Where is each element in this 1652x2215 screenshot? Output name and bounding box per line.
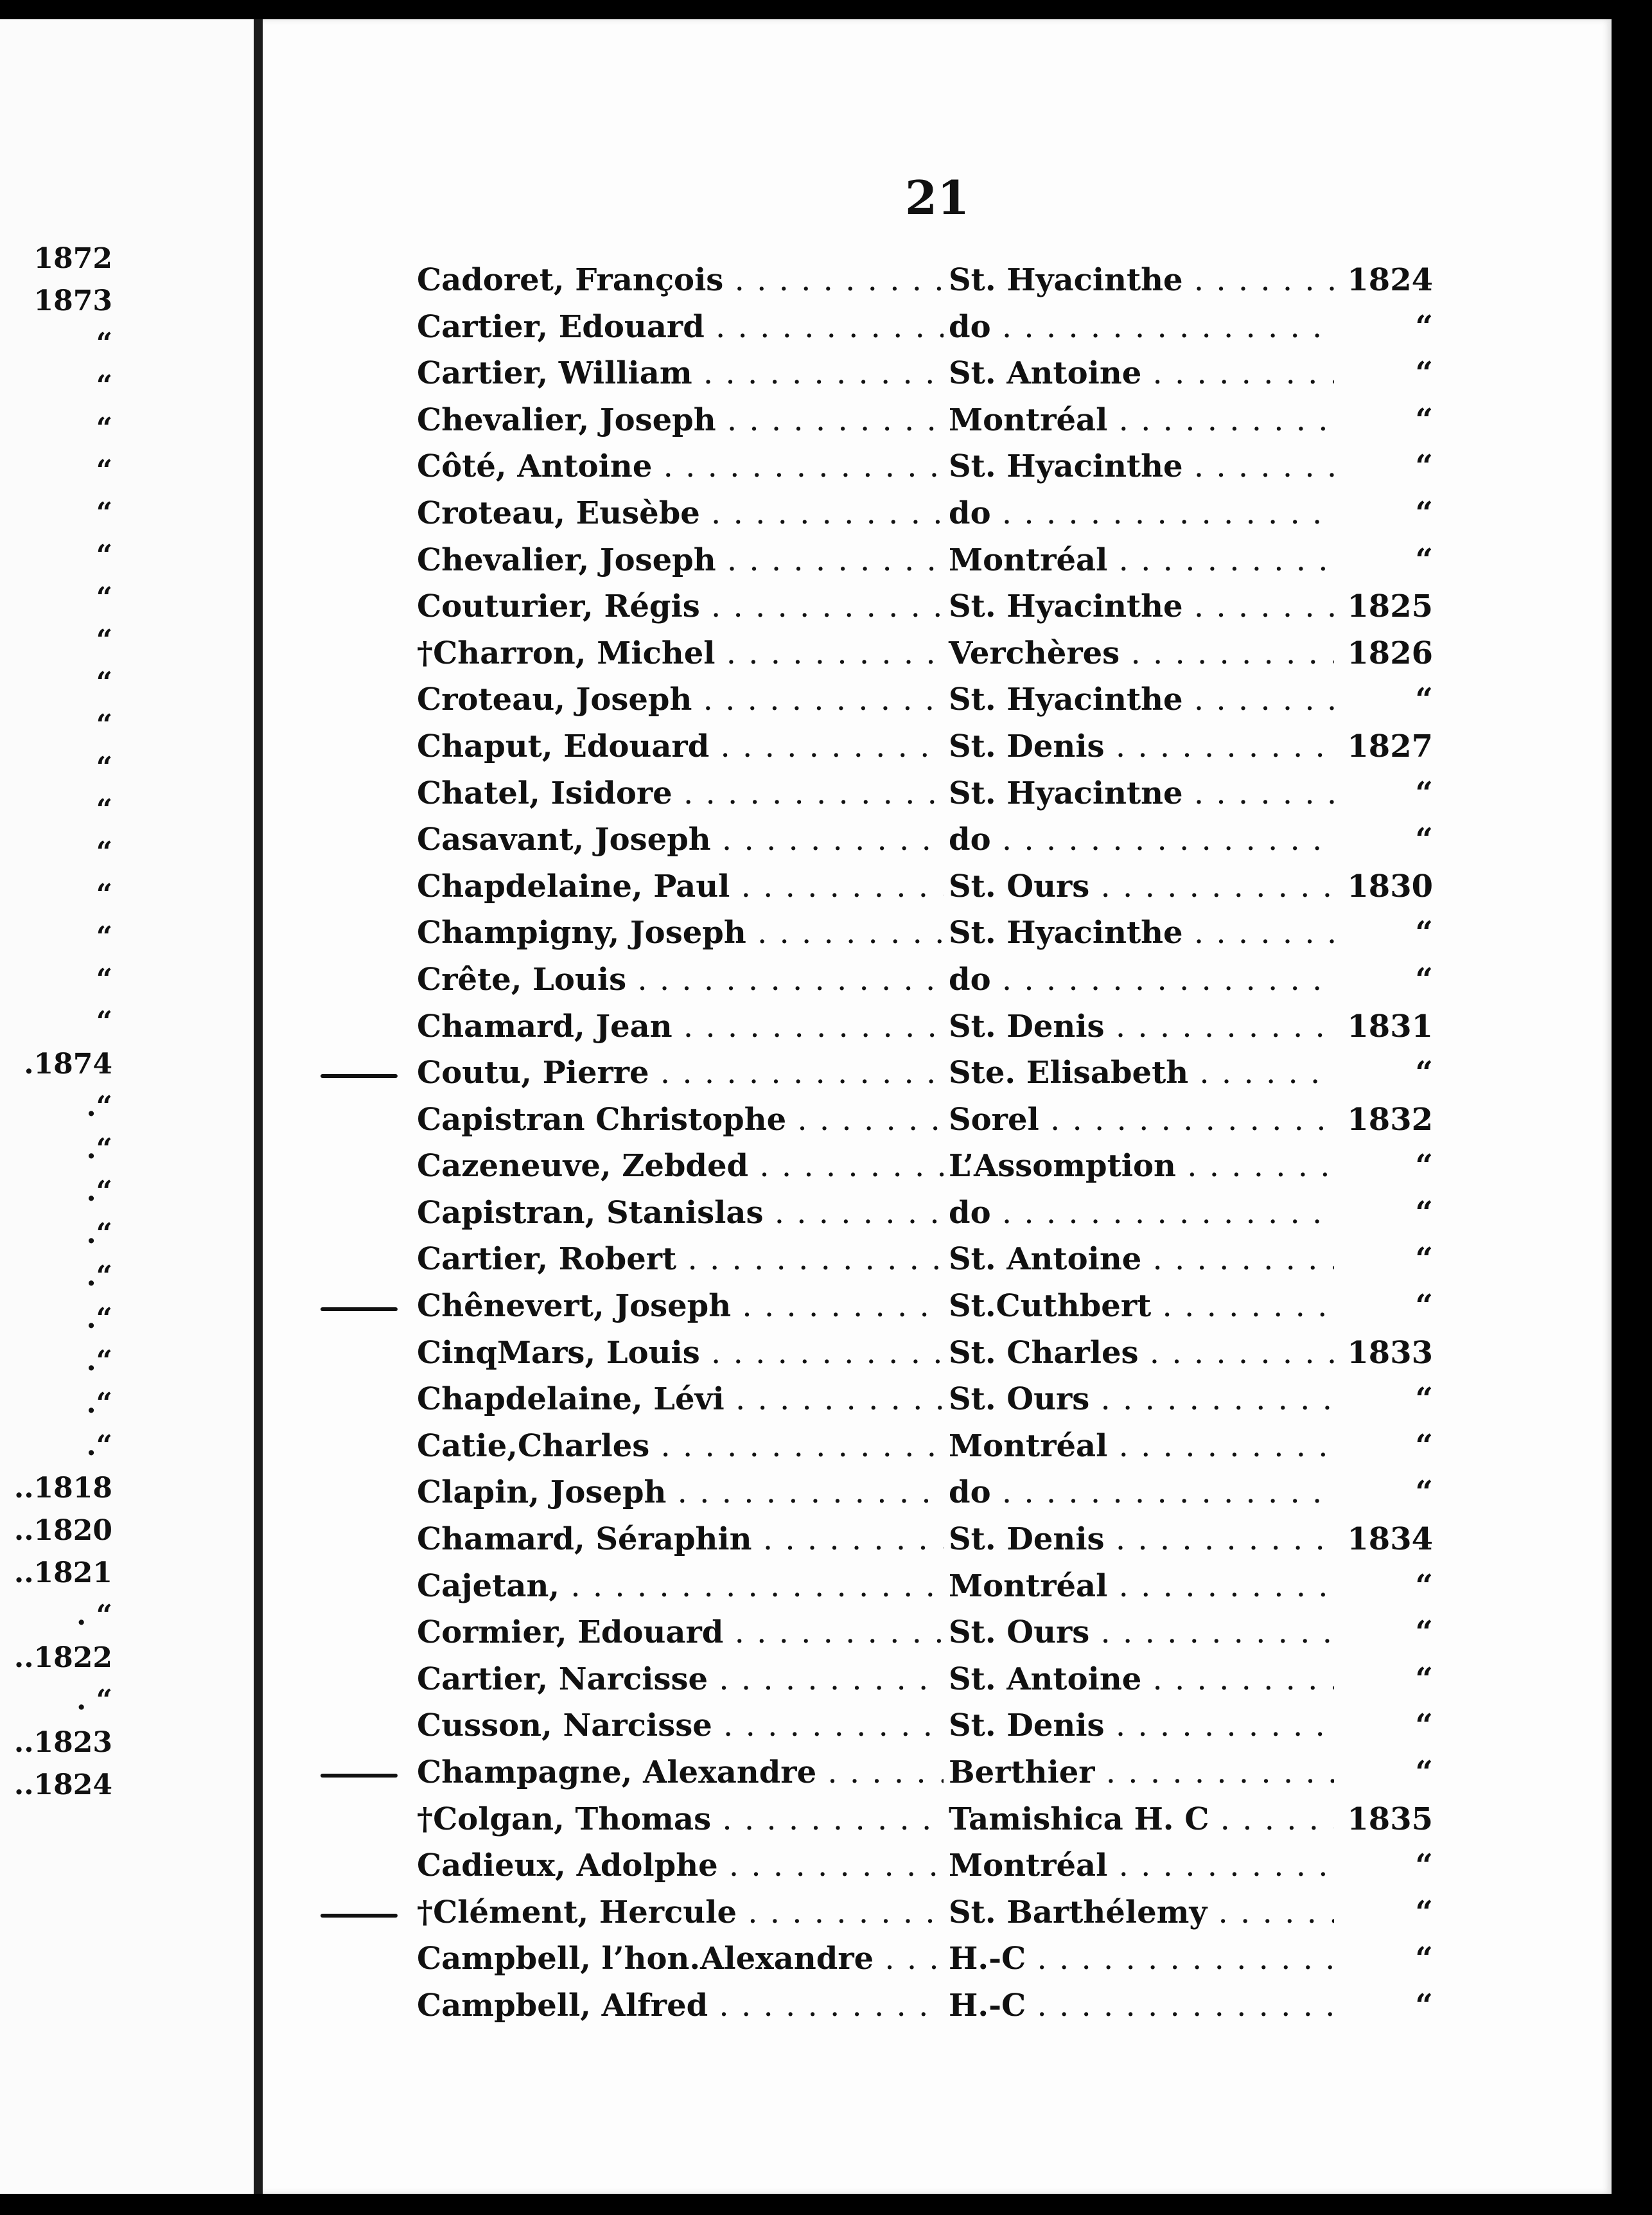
entry-name: Côté, Antoine . . . — [417, 448, 944, 484]
facing-page-year: 1872 — [33, 242, 112, 275]
facing-page-year: . “ — [76, 1599, 112, 1632]
register-entry — [417, 402, 1541, 449]
entry-name: Chapdelaine, Paul . . . — [417, 869, 944, 905]
facing-page-year: .“ — [86, 1217, 112, 1250]
entry-year: “ — [1415, 355, 1433, 392]
entry-name: Champigny, Joseph . . . — [417, 915, 944, 951]
facing-page-year: .“ — [86, 1175, 112, 1208]
entry-place: St.Cuthbert . . . — [944, 1288, 1334, 1324]
facing-page-year: “ — [96, 1005, 112, 1038]
entry-year: 1830 — [1347, 868, 1433, 905]
register-entry — [417, 728, 1541, 775]
entry-name: †Colgan, Thomas . . . — [417, 1801, 944, 1837]
entry-name: Croteau, Joseph . . . — [417, 682, 944, 718]
entry-place: St. Denis . . . — [944, 1009, 1334, 1045]
entry-name: Chevalier, Joseph . . . — [417, 402, 944, 438]
entry-year: “ — [1415, 1194, 1433, 1231]
facing-page-year: “ — [96, 836, 112, 869]
entry-year: “ — [1415, 1754, 1433, 1790]
entry-year: 1825 — [1347, 588, 1433, 625]
entry-year: 1835 — [1347, 1801, 1433, 1837]
entry-name: Cartier, William . . . — [417, 355, 944, 391]
entry-year: 1824 — [1347, 262, 1433, 298]
page-number: 21 — [905, 170, 970, 225]
register-entry — [417, 1521, 1541, 1568]
facing-page-year: “ — [96, 921, 112, 953]
register-entry — [417, 1754, 1541, 1801]
entry-year: “ — [1415, 495, 1433, 531]
entry-name: Chatel, Isidore . . . — [417, 775, 944, 811]
register-entry — [417, 1941, 1541, 1988]
entry-name: Chênevert, Joseph . . . — [417, 1288, 944, 1324]
facing-page-year: ..1824 — [13, 1769, 112, 1801]
entry-year: 1833 — [1347, 1334, 1433, 1371]
entry-name: Cajetan, . . . — [417, 1568, 944, 1604]
entry-place: do . . . — [944, 822, 1334, 858]
facing-page-year: .“ — [86, 1429, 112, 1462]
entry-name: Cartier, Narcisse . . . — [417, 1661, 944, 1697]
register-entry — [417, 1894, 1541, 1941]
facing-page-year: .“ — [86, 1302, 112, 1335]
facing-page-year: “ — [96, 963, 112, 996]
register-entry — [417, 1988, 1541, 2034]
register-entry — [417, 1102, 1541, 1149]
register-entry — [417, 1055, 1541, 1102]
register-entry — [417, 1381, 1541, 1428]
entry-year: “ — [1415, 1148, 1433, 1185]
facing-page-year: “ — [96, 709, 112, 741]
entry-place: Berthier . . . — [944, 1754, 1334, 1790]
facing-page-year: .“ — [86, 1133, 112, 1165]
entry-name: Champagne, Alexandre . . . — [417, 1754, 944, 1790]
entry-name: Cormier, Edouard . . . — [417, 1614, 944, 1650]
entry-place: St. Denis . . . — [944, 1521, 1334, 1557]
entry-place: Montréal . . . — [944, 542, 1334, 578]
facing-page-year: “ — [96, 751, 112, 784]
entry-year: “ — [1415, 1708, 1433, 1744]
facing-page-year: .1874 — [24, 1048, 112, 1081]
facing-page-year: “ — [96, 624, 112, 657]
entry-year: “ — [1415, 1661, 1433, 1697]
entry-name: Crête, Louis . . . — [417, 962, 944, 998]
entry-name: Catie,Charles . . . — [417, 1428, 944, 1464]
register-entry — [417, 1009, 1541, 1055]
register-entry — [417, 1568, 1541, 1615]
entry-place: St. Antoine . . . — [944, 1241, 1334, 1277]
facing-page-year: ..1821 — [13, 1557, 112, 1589]
entry-name: CinqMars, Louis . . . — [417, 1335, 944, 1371]
register-entry — [417, 495, 1541, 542]
entry-place: St. Hyacinthe . . . — [944, 682, 1334, 718]
entry-place: St. Hyacintne . . . — [944, 775, 1334, 811]
entry-year: “ — [1415, 961, 1433, 998]
register-entry — [417, 309, 1541, 356]
entry-place: Montréal . . . — [944, 1428, 1334, 1464]
entry-place: Montréal . . . — [944, 1848, 1334, 1884]
entry-name: Chaput, Edouard . . . — [417, 728, 944, 764]
entry-name: Campbell, Alfred . . . — [417, 1988, 944, 2024]
facing-page-year: 1873 — [33, 285, 112, 317]
facing-page-fragment — [0, 19, 254, 2194]
entry-year: 1834 — [1347, 1521, 1433, 1558]
entry-name: †Clément, Hercule . . . — [417, 1894, 944, 1930]
register-entry — [417, 962, 1541, 1009]
entry-name: Croteau, Eusèbe . . . — [417, 495, 944, 531]
facing-page-year: ..1820 — [13, 1514, 112, 1547]
entry-year: “ — [1415, 915, 1433, 951]
register-entries — [417, 262, 1541, 2034]
facing-page-year: “ — [96, 497, 112, 529]
facing-page-year: “ — [96, 539, 112, 572]
entry-year: “ — [1415, 682, 1433, 718]
facing-page-year: “ — [96, 581, 112, 614]
register-entry — [417, 1195, 1541, 1242]
register-entry — [417, 542, 1541, 589]
register-entry — [417, 448, 1541, 495]
entry-name: Cadieux, Adolphe . . . — [417, 1848, 944, 1884]
entry-place: St. Charles . . . — [944, 1335, 1334, 1371]
register-entry — [417, 1335, 1541, 1382]
entry-place: St. Hyacinthe . . . — [944, 588, 1334, 624]
entry-place: St. Hyacinthe . . . — [944, 915, 1334, 951]
entry-place: Tamishica H. C . . . — [944, 1801, 1334, 1837]
entry-year: “ — [1415, 542, 1433, 578]
register-entry — [417, 588, 1541, 635]
entry-place: St. Ours . . . — [944, 869, 1334, 905]
entry-year: “ — [1415, 402, 1433, 438]
entry-name: †Charron, Michel . . . — [417, 635, 944, 671]
register-entry — [417, 869, 1541, 915]
margin-dash-mark — [321, 1307, 398, 1311]
facing-page-year: “ — [96, 454, 112, 487]
register-entry — [417, 1801, 1541, 1848]
facing-page-year: “ — [96, 327, 112, 360]
entry-place: St. Denis . . . — [944, 1708, 1334, 1743]
entry-year: “ — [1415, 1055, 1433, 1091]
entry-name: Coutu, Pierre . . . — [417, 1055, 944, 1091]
register-page — [263, 19, 1612, 2194]
entry-place: H.-C . . . — [944, 1941, 1334, 1977]
entry-name: Chamard, Séraphin . . . — [417, 1521, 944, 1557]
entry-name: Cazeneuve, Zebded . . . — [417, 1148, 944, 1184]
entry-name: Cartier, Robert . . . — [417, 1241, 944, 1277]
register-entry — [417, 682, 1541, 728]
entry-place: do . . . — [944, 962, 1334, 998]
entry-name: Capistran, Stanislas . . . — [417, 1195, 944, 1231]
entry-place: St. Antoine . . . — [944, 355, 1334, 391]
register-entry — [417, 355, 1541, 402]
entry-year: “ — [1415, 308, 1433, 345]
entry-name: Cadoret, François . . . — [417, 262, 944, 298]
entry-place: do . . . — [944, 1474, 1334, 1510]
facing-page-year-column — [0, 238, 193, 1806]
facing-page-year: ..1818 — [13, 1472, 112, 1505]
book-gutter — [254, 19, 263, 2194]
register-entry — [417, 1148, 1541, 1195]
facing-page-year: .“ — [86, 1345, 112, 1377]
register-entry — [417, 1614, 1541, 1661]
facing-page-year: “ — [96, 793, 112, 826]
entry-year: “ — [1415, 1288, 1433, 1325]
register-entry — [417, 1428, 1541, 1475]
entry-name: Cartier, Edouard . . . — [417, 309, 944, 345]
facing-page-year: ..1823 — [13, 1726, 112, 1759]
entry-name: Casavant, Joseph . . . — [417, 822, 944, 858]
entry-place: St. Hyacinthe . . . — [944, 448, 1334, 484]
margin-dash-mark — [321, 1774, 398, 1778]
entry-year: “ — [1415, 1848, 1433, 1884]
entry-place: St. Denis . . . — [944, 728, 1334, 764]
entry-name: Cusson, Narcisse . . . — [417, 1708, 944, 1743]
entry-name: Campbell, l’hon.Alexandre . . . — [417, 1941, 944, 1977]
entry-name: Chapdelaine, Lévi . . . — [417, 1381, 944, 1417]
entry-year: “ — [1415, 448, 1433, 485]
entry-place: St. Antoine . . . — [944, 1661, 1334, 1697]
register-entry — [417, 822, 1541, 869]
entry-place: St. Hyacinthe . . . — [944, 262, 1334, 298]
entry-place: St. Ours . . . — [944, 1614, 1334, 1650]
entry-year: “ — [1415, 1241, 1433, 1278]
entry-name: Couturier, Régis . . . — [417, 588, 944, 624]
entry-name: Chevalier, Joseph . . . — [417, 542, 944, 578]
entry-name: Clapin, Joseph . . . — [417, 1474, 944, 1510]
entry-place: Verchères . . . — [944, 635, 1334, 671]
entry-place: do . . . — [944, 309, 1334, 345]
entry-place: Sorel . . . — [944, 1102, 1334, 1138]
facing-page-year: .“ — [86, 1387, 112, 1420]
entry-year: “ — [1415, 1614, 1433, 1651]
entry-place: Ste. Elisabeth . . . — [944, 1055, 1334, 1091]
entry-year: 1832 — [1347, 1101, 1433, 1138]
entry-name: Capistran Christophe . . . — [417, 1102, 944, 1138]
entry-place: do . . . — [944, 1195, 1334, 1231]
entry-year: “ — [1415, 822, 1433, 858]
entry-year: “ — [1415, 1567, 1433, 1604]
register-entry — [417, 262, 1541, 309]
register-entry — [417, 1708, 1541, 1754]
margin-dash-mark — [321, 1074, 398, 1078]
facing-page-year: “ — [96, 878, 112, 911]
register-entry — [417, 635, 1541, 682]
entry-place: Montréal . . . — [944, 1568, 1334, 1604]
register-entry — [417, 775, 1541, 822]
facing-page-year: .“ — [86, 1260, 112, 1293]
entry-place: St. Barthélemy . . . — [944, 1894, 1334, 1930]
facing-page-year: . “ — [76, 1684, 112, 1716]
entry-place: H.-C . . . — [944, 1988, 1334, 2024]
register-entry — [417, 1848, 1541, 1894]
facing-page-year: “ — [96, 369, 112, 402]
entry-year: 1827 — [1347, 728, 1433, 764]
facing-page-year: “ — [96, 412, 112, 445]
entry-place: St. Ours . . . — [944, 1381, 1334, 1417]
entry-year: 1826 — [1347, 635, 1433, 671]
entry-year: 1831 — [1347, 1008, 1433, 1045]
entry-year: “ — [1415, 1381, 1433, 1418]
register-entry — [417, 1661, 1541, 1708]
register-entry — [417, 1474, 1541, 1521]
entry-year: “ — [1415, 775, 1433, 811]
entry-year: “ — [1415, 1474, 1433, 1511]
entry-name: Chamard, Jean . . . — [417, 1009, 944, 1045]
facing-page-year: .“ — [86, 1090, 112, 1123]
entry-year: “ — [1415, 1427, 1433, 1464]
entry-place: do . . . — [944, 495, 1334, 531]
entry-year: “ — [1415, 1941, 1433, 1977]
entry-place: Montréal . . . — [944, 402, 1334, 438]
register-entry — [417, 1241, 1541, 1288]
entry-place: L’Assomption . . . — [944, 1148, 1334, 1184]
register-entry — [417, 915, 1541, 962]
entry-year: “ — [1415, 1987, 1433, 2024]
margin-dash-mark — [321, 1914, 398, 1918]
facing-page-year: “ — [96, 666, 112, 699]
entry-year: “ — [1415, 1894, 1433, 1930]
facing-page-year: ..1822 — [13, 1641, 112, 1674]
register-entry — [417, 1288, 1541, 1335]
